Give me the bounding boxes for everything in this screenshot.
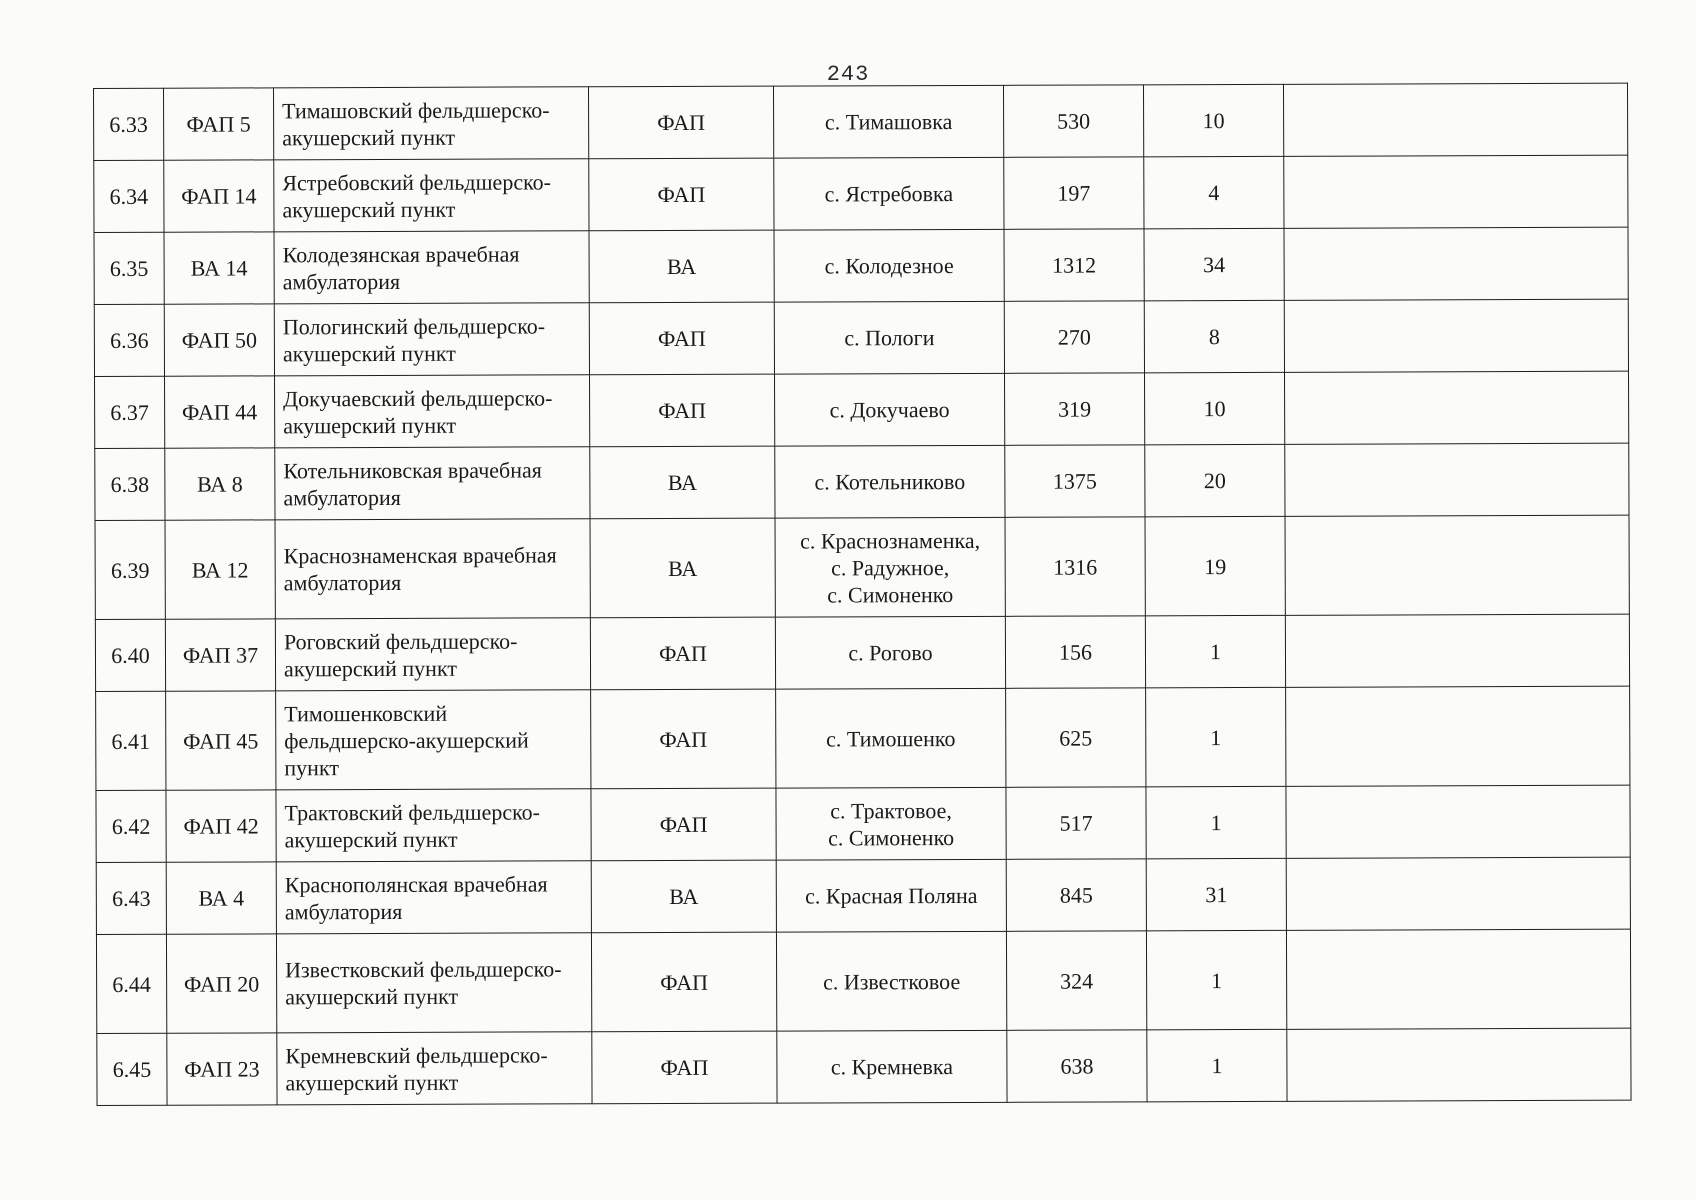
population-count: 638 xyxy=(1007,1030,1147,1102)
facility-name: Известковский фельдшерско-акушерский пункт xyxy=(276,933,591,1033)
location-name: с. Радужное, xyxy=(831,554,950,580)
table-row xyxy=(95,614,1629,691)
facility-locations xyxy=(774,301,1004,374)
population-count: 1375 xyxy=(1005,445,1145,517)
facility-type: ФАП xyxy=(589,302,774,375)
location-name: с. Трактовое, xyxy=(830,797,952,823)
notes-cell xyxy=(1285,443,1629,516)
table-row xyxy=(94,227,1628,304)
service-count: 1 xyxy=(1146,687,1286,786)
location-name: с. Котельниково xyxy=(814,468,966,495)
facility-name: Докучаевский фельдшерско-акушерский пункт xyxy=(275,375,590,448)
service-count: 1 xyxy=(1145,615,1285,687)
facility-locations xyxy=(776,688,1006,788)
service-count: 1 xyxy=(1147,1029,1287,1101)
notes-cell xyxy=(1284,299,1628,372)
notes-cell xyxy=(1284,371,1628,444)
notes-cell xyxy=(1284,227,1628,300)
row-number: 6.42 xyxy=(96,790,166,862)
facilities-table xyxy=(93,83,1632,1106)
population-count: 270 xyxy=(1004,301,1144,373)
service-count: 8 xyxy=(1144,300,1284,372)
facility-type: ФАП xyxy=(588,86,773,159)
facility-type: ФАП xyxy=(590,617,775,690)
population-count: 517 xyxy=(1006,787,1146,859)
facility-type: ФАП xyxy=(590,374,775,447)
facility-locations xyxy=(776,859,1006,932)
table-row xyxy=(97,1028,1631,1105)
location-name: с. Кремневка xyxy=(830,1054,954,1080)
row-number: 6.43 xyxy=(96,862,166,934)
facility-code: ВА 4 xyxy=(166,862,276,934)
facility-name: Котельниковская врачебная амбулатория xyxy=(275,447,590,520)
facility-name: Роговский фельдшерско-акушерский пункт xyxy=(275,618,590,691)
table-body xyxy=(94,83,1632,1105)
table-row xyxy=(95,515,1629,619)
service-count: 20 xyxy=(1145,444,1285,516)
notes-cell xyxy=(1286,929,1630,1029)
population-count: 1312 xyxy=(1004,229,1144,301)
population-count: 845 xyxy=(1006,859,1146,931)
table-row xyxy=(94,83,1628,160)
location-name: с. Симоненко xyxy=(828,824,955,850)
location-name: с. Колодезное xyxy=(824,252,954,279)
population-count: 156 xyxy=(1005,616,1145,688)
service-count: 1 xyxy=(1146,786,1286,858)
row-number: 6.34 xyxy=(94,160,164,232)
location-name: с. Ястребовка xyxy=(824,180,954,207)
facility-type: ФАП xyxy=(592,1031,777,1104)
notes-cell xyxy=(1285,515,1629,615)
service-count: 19 xyxy=(1145,516,1285,615)
page-number: 243 xyxy=(826,62,870,87)
facility-code: ФАП 23 xyxy=(167,1033,277,1105)
notes-cell xyxy=(1287,1028,1631,1101)
location-name: с. Тимошенко xyxy=(826,725,956,751)
facility-name: Кремневский фельдшерско-акушерский пункт xyxy=(277,1032,592,1105)
table-row xyxy=(96,929,1630,1033)
location-name: с. Симоненко xyxy=(827,581,954,607)
facility-locations xyxy=(775,517,1005,617)
row-number: 6.36 xyxy=(94,304,164,376)
row-number: 6.41 xyxy=(96,691,166,790)
facility-name: Краснополянская врачебная амбулатория xyxy=(276,861,591,934)
facility-locations xyxy=(775,616,1005,689)
facility-name: Тимашовский фельдшерско-акушерский пункт xyxy=(274,87,589,160)
notes-cell xyxy=(1284,155,1628,228)
facility-code: ВА 12 xyxy=(165,520,275,619)
facility-locations xyxy=(774,229,1004,302)
facility-locations xyxy=(776,787,1006,860)
facility-name: Колодезянская врачебная амбулатория xyxy=(274,231,589,304)
service-count: 10 xyxy=(1145,372,1285,444)
population-count: 1316 xyxy=(1005,517,1145,616)
facility-name: Пологинский фельдшерско-акушерский пункт xyxy=(274,303,589,376)
facility-locations xyxy=(774,157,1004,230)
population-count: 324 xyxy=(1006,931,1146,1030)
facility-type: ВА xyxy=(590,518,775,618)
facility-name: Краснознаменская врачебная амбулатория xyxy=(275,519,590,619)
location-name: с. Пологи xyxy=(844,325,935,351)
service-count: 10 xyxy=(1143,84,1283,156)
facility-code: ФАП 42 xyxy=(166,790,276,862)
facility-type: ФАП xyxy=(589,158,774,231)
facility-type: ФАП xyxy=(591,689,776,789)
table-row xyxy=(95,443,1629,520)
facility-code: ФАП 50 xyxy=(164,304,274,376)
facility-type: ВА xyxy=(590,446,775,519)
location-name: с. Рогово xyxy=(848,640,933,666)
facility-locations xyxy=(777,1030,1007,1103)
row-number: 6.40 xyxy=(95,619,165,691)
facility-code: ВА 8 xyxy=(165,448,275,520)
row-number: 6.39 xyxy=(95,520,165,619)
table-row xyxy=(94,155,1628,232)
population-count: 319 xyxy=(1005,373,1145,445)
facility-code: ФАП 14 xyxy=(164,160,274,232)
row-number: 6.37 xyxy=(95,376,165,448)
table-row xyxy=(96,785,1630,862)
row-number: 6.45 xyxy=(97,1033,167,1105)
row-number: 6.44 xyxy=(96,934,166,1033)
facility-locations xyxy=(773,85,1003,158)
facility-code: ФАП 44 xyxy=(165,376,275,448)
row-number: 6.33 xyxy=(94,88,164,160)
service-count: 31 xyxy=(1146,858,1286,930)
facility-locations xyxy=(775,445,1005,518)
facility-locations xyxy=(775,373,1005,446)
population-count: 197 xyxy=(1004,157,1144,229)
notes-cell xyxy=(1286,785,1630,858)
table-row xyxy=(95,371,1629,448)
row-number: 6.35 xyxy=(94,232,164,304)
service-count: 4 xyxy=(1144,156,1284,228)
location-name: с. Красная Поляна xyxy=(805,882,978,909)
notes-cell xyxy=(1286,686,1630,786)
facility-type: ВА xyxy=(591,860,776,933)
facility-code: ФАП 45 xyxy=(166,691,276,790)
service-count: 1 xyxy=(1146,930,1286,1029)
facility-code: ВА 14 xyxy=(164,232,274,304)
population-count: 530 xyxy=(1003,85,1143,157)
table-row xyxy=(94,299,1628,376)
location-name: с. Тимашовка xyxy=(824,109,953,135)
facility-type: ФАП xyxy=(591,788,776,861)
notes-cell xyxy=(1286,857,1630,930)
facility-code: ФАП 20 xyxy=(166,934,276,1033)
facility-code: ФАП 5 xyxy=(164,88,274,160)
notes-cell xyxy=(1285,614,1629,687)
population-count: 625 xyxy=(1006,688,1146,787)
location-name: с. Докучаево xyxy=(829,397,950,423)
row-number: 6.38 xyxy=(95,448,165,520)
location-name: с. Краснознаменка, xyxy=(800,527,981,554)
service-count: 34 xyxy=(1144,228,1284,300)
facility-code: ФАП 37 xyxy=(165,619,275,691)
table-row xyxy=(96,857,1630,934)
location-name: с. Известковое xyxy=(823,968,961,994)
facility-locations xyxy=(776,931,1006,1031)
facility-name: Ястребовский фельдшерско-акушерский пункт xyxy=(274,159,589,232)
facility-name: Трактовский фельдшерско-акушерский пункт xyxy=(276,789,591,862)
facility-name: Тимошенковский фельдшерско-акушерский пункт xyxy=(276,690,591,790)
table-row xyxy=(96,686,1630,790)
facility-type: ФАП xyxy=(591,932,776,1032)
notes-cell xyxy=(1283,83,1627,156)
facility-type: ВА xyxy=(589,230,774,303)
